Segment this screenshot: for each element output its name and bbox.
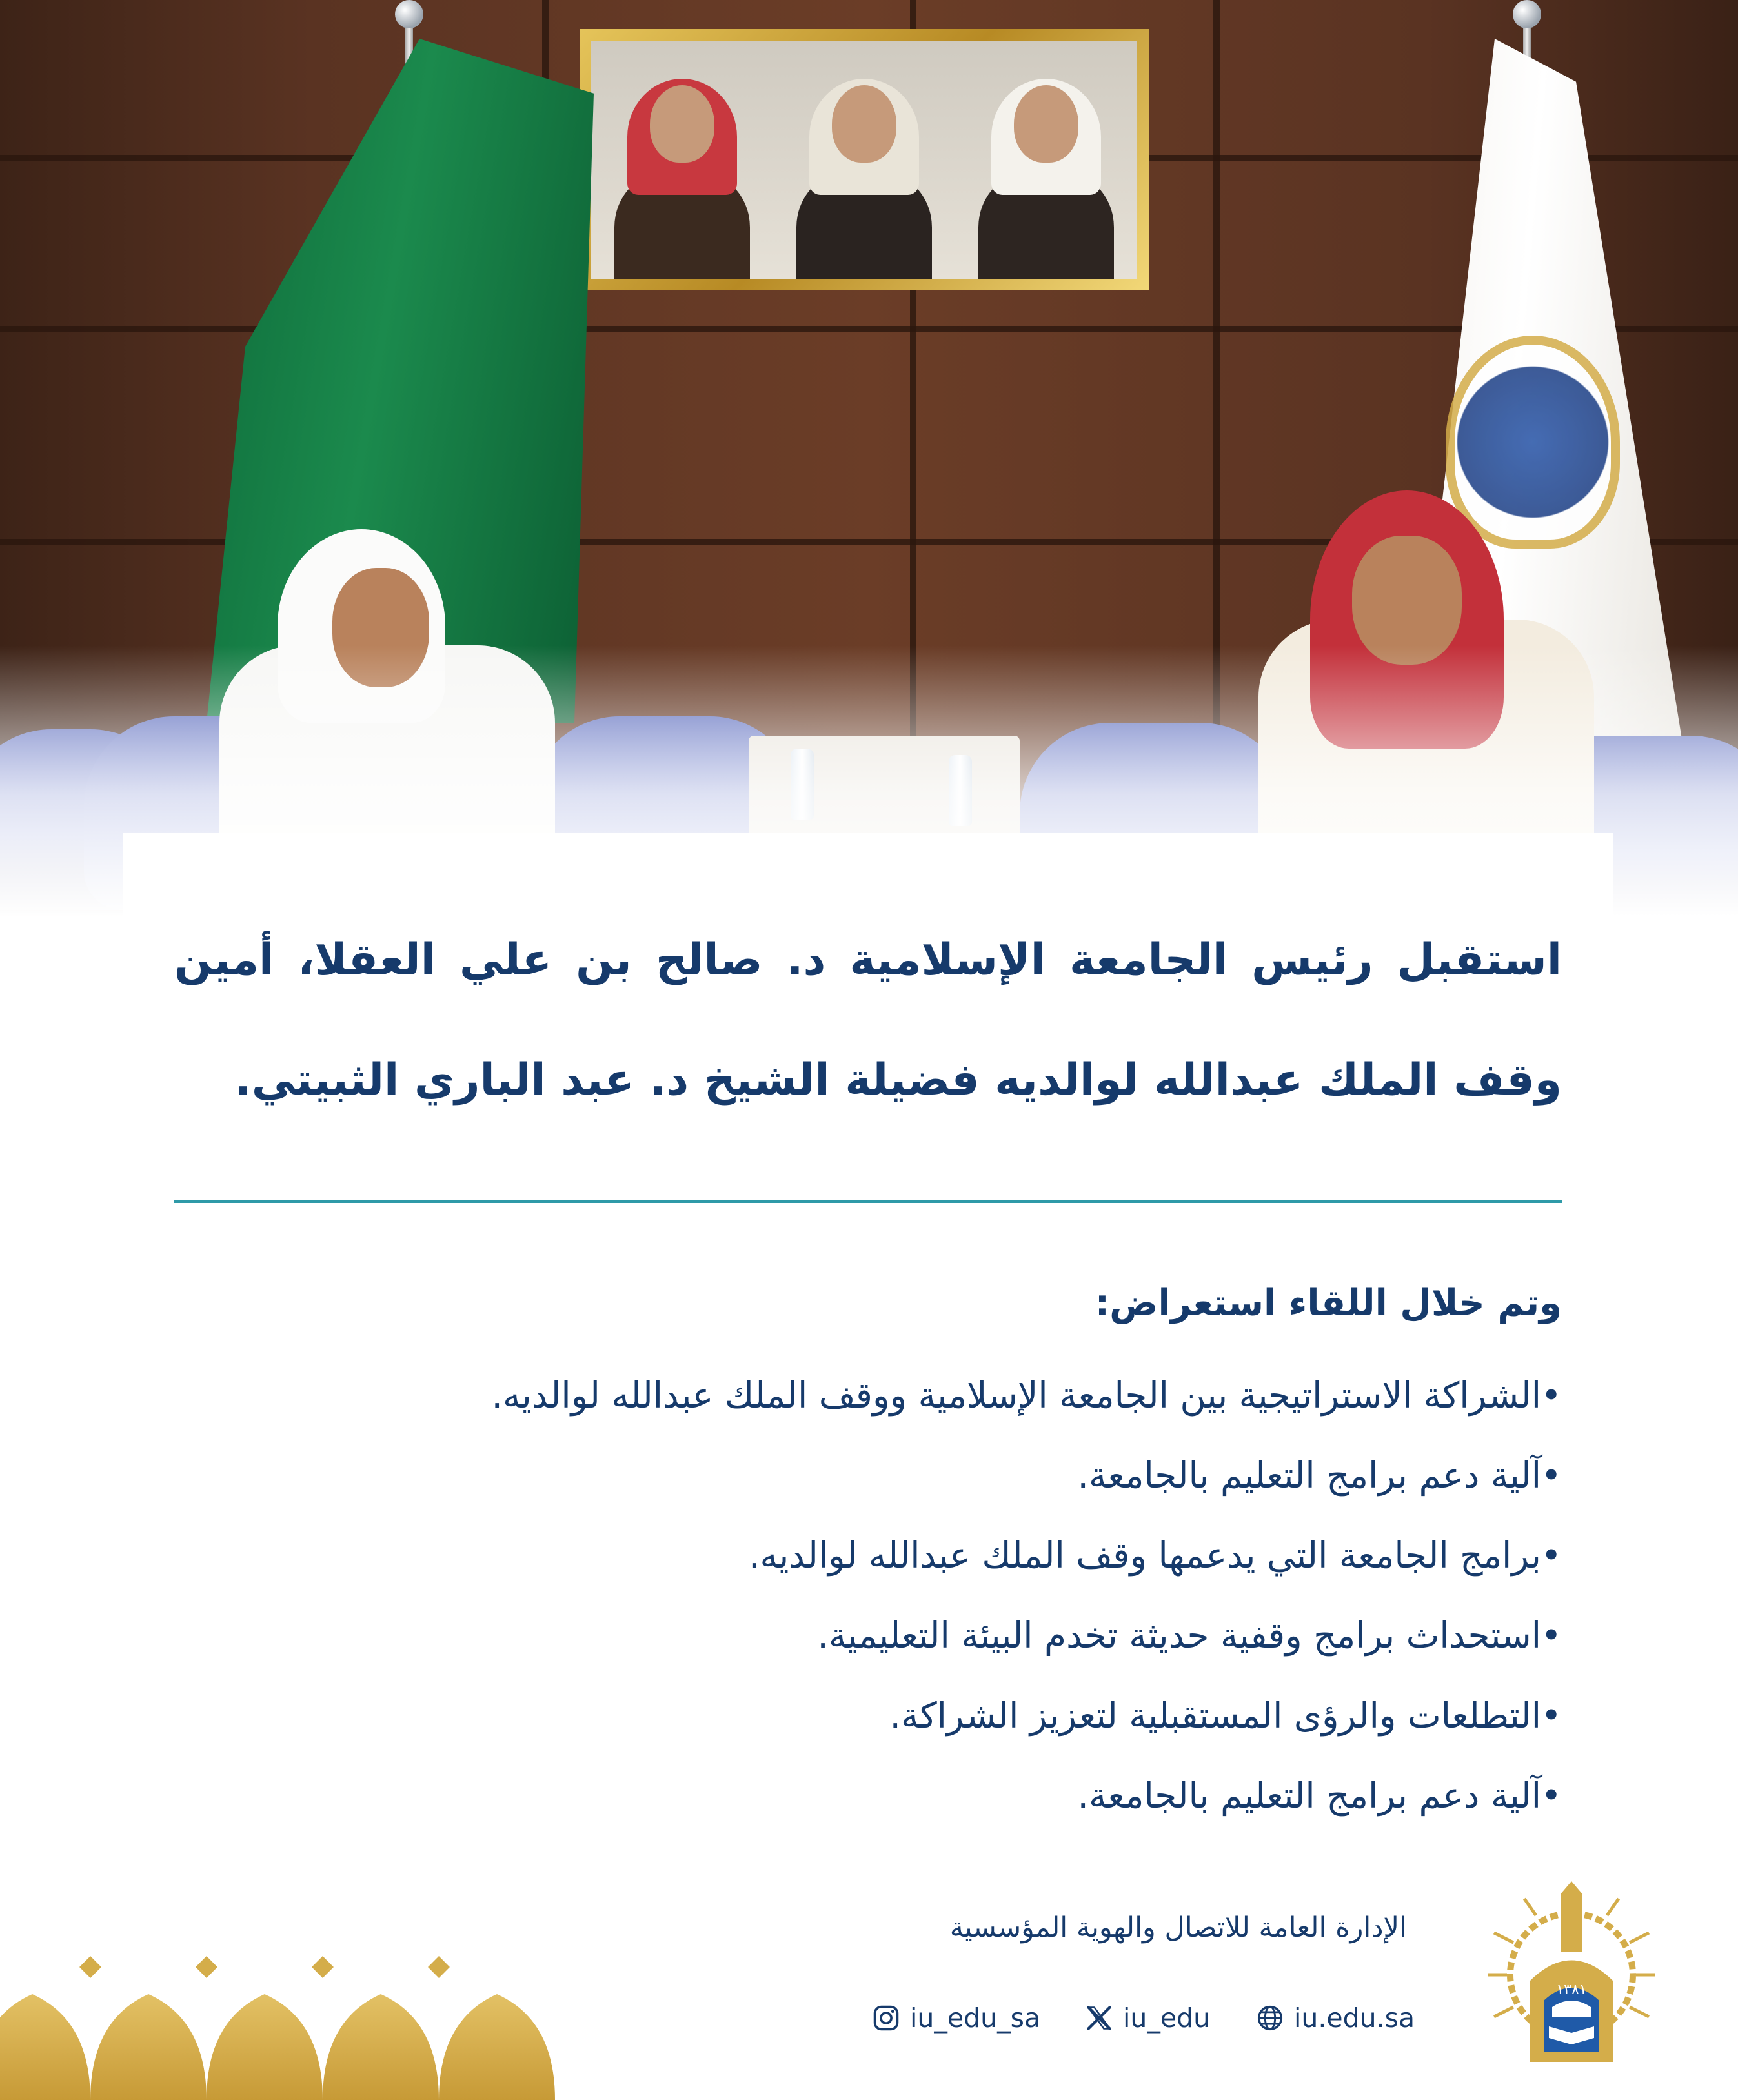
department-name: الإدارة العامة للاتصال والهوية المؤسسية	[949, 1912, 1407, 1944]
x-icon	[1084, 2003, 1114, 2033]
bullet-dot: •	[1541, 1455, 1562, 1496]
royal-portrait	[580, 29, 1149, 290]
x-handle[interactable]: iu_edu	[1123, 2003, 1211, 2034]
islamic-university-logo	[1484, 1878, 1659, 2078]
bullet-dot: •	[1541, 1615, 1562, 1656]
intro-text: وتم خلال اللقاء استعراض:	[1095, 1282, 1562, 1324]
list-item: • برامج الجامعة التي يدعمها وقف الملك عبدالله لوالديه.	[174, 1515, 1562, 1595]
logo-year: ١٣٨١	[1556, 1982, 1587, 1998]
instagram-handle[interactable]: iu_edu_sa	[910, 2003, 1041, 2034]
headline: استقبل رئيس الجامعة الإسلامية د. صالح بن علي العقلا، أمين وقف الملك عبدالله لوالديه فضيلة الشيخ د. عبد الباري الثبيتي.	[174, 934, 1562, 1106]
website-link[interactable]	[1255, 1999, 1415, 2037]
list-item: • استحداث برامج وقفية حديثة تخدم البيئة التعليمية.	[174, 1595, 1562, 1675]
instagram-link[interactable]	[871, 1999, 1040, 2037]
bullet-dot: •	[1541, 1695, 1562, 1736]
list-item: • الشراكة الاستراتيجية بين الجامعة الإسلامية ووقف الملك عبدالله لوالديه.	[174, 1355, 1562, 1435]
bullet-dot: •	[1541, 1375, 1562, 1416]
topics-list	[174, 1355, 1562, 1835]
divider	[174, 1200, 1562, 1203]
instagram-icon	[871, 2003, 901, 2033]
meeting-photo	[0, 0, 1738, 916]
globe-icon	[1255, 2003, 1285, 2033]
x-link[interactable]	[1084, 1999, 1210, 2037]
bullet-dot: •	[1541, 1775, 1562, 1816]
bullet-dot: •	[1541, 1535, 1562, 1576]
website-url[interactable]: iu.edu.sa	[1294, 2003, 1415, 2034]
decorative-domes	[0, 1955, 568, 2100]
list-item: • آلية دعم برامج التعليم بالجامعة.	[174, 1755, 1562, 1835]
list-item: • التطلعات والرؤى المستقبلية لتعزيز الشراكة.	[174, 1675, 1562, 1755]
list-item: • آلية دعم برامج التعليم بالجامعة.	[174, 1435, 1562, 1515]
